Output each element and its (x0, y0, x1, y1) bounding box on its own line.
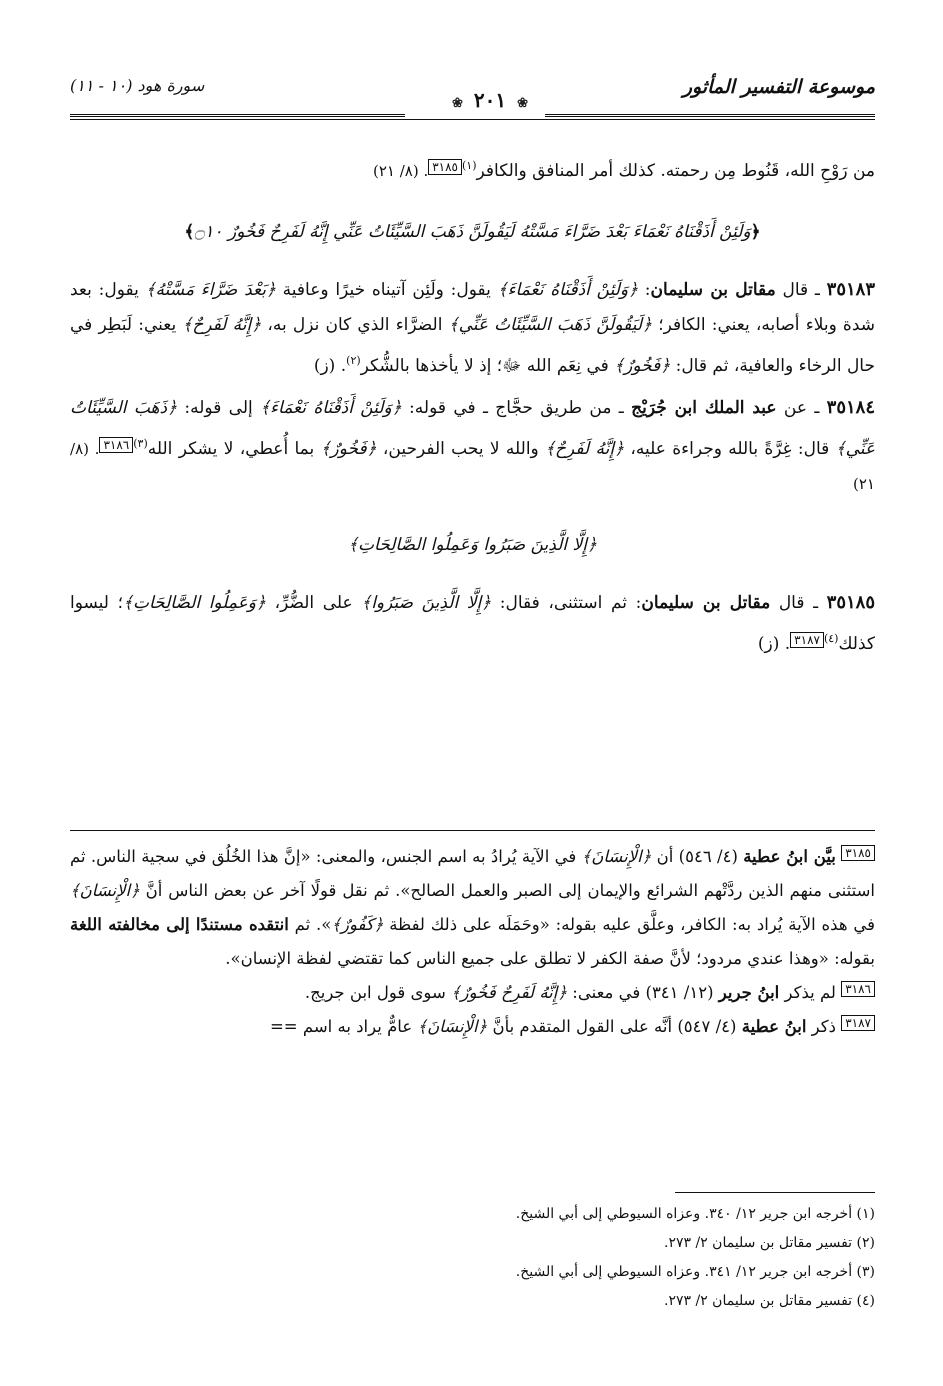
note-text: سوى قول ابن جريج. (304, 983, 452, 1002)
commentary-section (70, 840, 875, 1044)
footnote-divider (675, 1192, 875, 1193)
header-divider (70, 119, 875, 120)
entry-text: إلى قوله: (177, 398, 261, 418)
note-text: (٤/ ٥٤٧) أنَّه على القول المتقدم بأنَّ (487, 1017, 742, 1036)
verse-quote: ﴿الْإِنسَانَ﴾ (70, 881, 140, 900)
note-text: في الآية يُرادُ به اسم الجنس، والمعنى: «إنَّ هذا الخُلُق في سجية الناس. ثم استثنى منهم الذين ردَّتْهم الشرائع والإيمان إلى الصبر والعمل الصالح». ثم نقل قولًا آخر عن بعض الناس أنَّ (70, 847, 875, 900)
quran-verse-heading (70, 215, 875, 250)
athar-number: ٣٥١٨٥ (826, 592, 875, 613)
book-page (70, 70, 875, 1360)
footnote-marker[interactable]: (٢) (346, 354, 361, 367)
entry-text: . (ز) (313, 356, 347, 376)
surah-reference: سورة هود (١٠ - ١١) (70, 76, 205, 95)
entry-text: ؛ ليسوا كذلك (70, 593, 875, 654)
verse-quote: ﴿وَلَئِنْ أَذَقْنَاهُ نَعْمَاءَ﴾ (497, 280, 639, 300)
header-rule (70, 114, 405, 117)
athar-number: ٣٥١٨٤ (826, 397, 876, 418)
page-number: ٢٠١ (473, 88, 507, 112)
entry-text: ـ من طريق حجَّاج ـ في قوله: (401, 398, 632, 418)
paragraph-text: من رَوْحِ الله، قَنُوط مِن رحمته. كذلك أمر المنافق والكافر (476, 161, 875, 181)
commentary-ref-box[interactable]: ٣١٨٧ (790, 632, 824, 648)
narrator-name: عبد الملك ابن جُرَيْج (631, 398, 777, 418)
verse-bracket: ﴿ (750, 222, 761, 242)
verse-quote: ﴿إِنَّهُ لَفَرِحٌ﴾ (545, 439, 625, 459)
verse-quote: ﴿إِنَّهُ لَفَرِحٌ﴾ (182, 315, 262, 335)
entry-text: الضرَّاء الذي كان نزل به، (261, 315, 449, 335)
commentary-ref-box[interactable]: ٣١٨٥ (428, 159, 462, 175)
verse-quote: ﴿إِلَّا الَّذِينَ صَبَرُوا﴾ (361, 593, 492, 613)
commentary-note (70, 976, 875, 1010)
scholar-name: ابنُ عطية (741, 1017, 807, 1036)
header-rule (545, 114, 875, 117)
commentary-ref-box[interactable]: ٣١٨٦ (841, 981, 875, 997)
entry-text: بما أُعطي، لا يشكر الله (147, 439, 321, 459)
verse-text: وَلَئِنْ أَذَقْنَاهُ نَعْمَاءَ بَعْدَ ضَرَّاءَ مَسَّتْهُ لَيَقُولَنَّ ذَهَبَ السَّيِّئَاتُ عَنِّي إِنَّهُ لَفَرِحٌ فَخُورٌ ۝١٠ (194, 222, 751, 242)
verse-quote: ﴿وَلَئِنْ أَذَقْنَاهُ نَعْمَاءَ﴾ (260, 398, 402, 418)
athar-entry (70, 585, 875, 662)
athar-entry (70, 390, 875, 502)
commentary-note (70, 1010, 875, 1044)
verse-quote: ﴿إِنَّهُ لَفَرِحٌ فَخُورٌ﴾ (451, 983, 568, 1002)
verse-quote: ﴿وَعَمِلُوا الصَّالِحَاتِ﴾ (122, 593, 266, 613)
entry-text: يقول: بعد شدة وبلاء أصابه، يعني: الكافر؛ (70, 280, 876, 335)
footnote-marker[interactable]: (٤) (823, 632, 839, 645)
quran-verse-heading (70, 528, 875, 563)
scholar-name: بيَّن ابنُ عطية (743, 847, 836, 866)
running-title: موسوعة التفسير المأثور (682, 76, 875, 98)
entry-text: . (ز) (757, 634, 791, 654)
entry-text: : (638, 280, 651, 300)
athar-entry (70, 272, 875, 384)
main-text (70, 148, 875, 668)
footnote: (٤) تفسير مقاتل بن سليمان ٢/ ٢٧٣. (664, 1293, 875, 1309)
note-text: لم يذكر (779, 983, 842, 1002)
verse-bracket: ﴾ (184, 222, 195, 242)
footnote: (١) أخرجه ابن جرير ١٢/ ٣٤٠. وعزاه السيوطي إلى أبي الشيخ. (515, 1206, 875, 1222)
footnote: (٢) تفسير مقاتل بن سليمان ٢/ ٢٧٣. (664, 1235, 875, 1251)
commentary-ref-box[interactable]: ٣١٨٥ (841, 845, 875, 861)
entry-text: ـ عن (776, 398, 827, 418)
continuation-paragraph (70, 148, 875, 189)
verse-quote: ﴿فَخُورٌ﴾ (320, 439, 377, 459)
volume-reference: . (٨/ ٢١) (70, 440, 875, 493)
footnotes (70, 1200, 875, 1316)
verse-quote: ﴿الْإِنسَانَ﴾ (417, 1017, 488, 1036)
entry-text: قال: غِرَّةً بالله وجراءة عليه، (624, 439, 836, 459)
commentary-divider (70, 830, 875, 831)
verse-quote: ﴿لَيَقُولَنَّ ذَهَبَ السَّيِّئَاتُ عَنِّي﴾ (448, 315, 653, 335)
scholar-name: ابنُ جرير (718, 983, 780, 1002)
entry-text: على الضُّرِّ، (265, 593, 362, 613)
verse-text: ﴿إِلَّا الَّذِينَ صَبَرُوا وَعَمِلُوا الصَّالِحَاتِ﴾ (348, 535, 597, 555)
verse-quote: ﴿كَفُورٌ﴾ (331, 915, 384, 934)
entry-text: في نِعَم الله ﷻ؛ إذ لا يأخذها بالشُّكر (360, 356, 615, 376)
note-text: ذكر (806, 1017, 842, 1036)
verse-quote: ﴿ذَهَبَ السَّيِّئَاتُ عَنِّي﴾ (70, 398, 876, 459)
note-text: عامٌّ يراد به اسم == (269, 1017, 418, 1036)
commentary-ref-box[interactable]: ٣١٨٦ (99, 437, 133, 453)
note-text: (١٢/ ٣٤١) في معنى: (567, 983, 719, 1002)
footnote-marker[interactable]: (٣) (133, 437, 148, 450)
entry-text: والله لا يحب الفرحين، (376, 439, 546, 459)
entry-text: يعني: لَبَطِر في حال الرخاء والعافية، ثم قال: (70, 315, 875, 376)
note-text: (٤/ ٥٤٦) أن (651, 847, 744, 866)
narrator-name: مقاتل بن سليمان (650, 280, 776, 300)
athar-number: ٣٥١٨٣ (826, 279, 876, 300)
page-header (70, 70, 875, 120)
narrator-name: مقاتل بن سليمان (641, 593, 771, 613)
commentary-ref-box[interactable]: ٣١٨٧ (841, 1015, 875, 1031)
note-text: بقوله: «وهذا عندي مردود؛ لأنَّ صفة الكفر لا تطلق على جميع الناس كما تقتضي لفظة الإنسان». (225, 949, 875, 968)
entry-text: : ثم استثنى، فقال: (491, 593, 642, 613)
note-text: ». ثم (288, 915, 332, 934)
verse-quote: ﴿الْإِنسَانَ﴾ (581, 847, 652, 866)
page-number-group (430, 88, 550, 112)
volume-reference: . (٨/ ٢١) (372, 162, 429, 180)
footnote: (٣) أخرجه ابن جرير ١٢/ ٣٤١. وعزاه السيوطي إلى أبي الشيخ. (515, 1264, 875, 1280)
footnote-marker[interactable]: (١) (462, 159, 477, 172)
entry-text: ـ قال (775, 280, 827, 300)
critique-emphasis: انتقده مستندًا إلى مخالفته اللغة (70, 915, 289, 934)
note-text: في هذه الآية يُراد به: الكافر، وعلَّق عليه بقوله: «وحَمَلَه على ذلك لفظة (383, 915, 876, 934)
entry-text: ـ قال (770, 593, 827, 613)
verse-quote: ﴿فَخُورٌ﴾ (614, 356, 671, 376)
commentary-note (70, 840, 875, 976)
ornament-icon: ❀ (517, 96, 528, 111)
entry-text: يقول: ولَئِن آتيناه خيرًا وعافية (275, 280, 498, 300)
verse-quote: ﴿بَعْدَ ضَرَّاءَ مَسَّتْهُ﴾ (145, 280, 276, 300)
ornament-icon: ❀ (452, 96, 463, 111)
